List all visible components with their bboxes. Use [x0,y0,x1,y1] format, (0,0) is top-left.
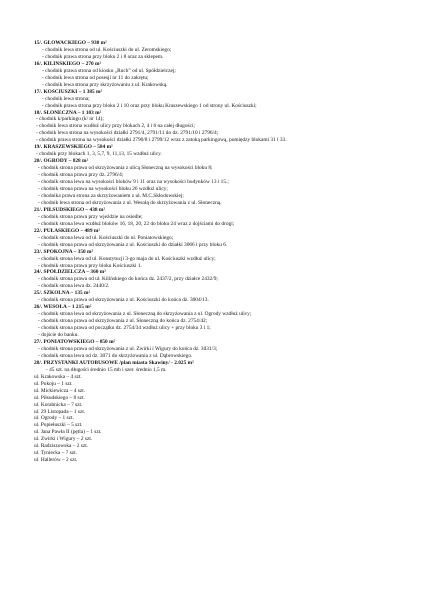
section-heading: 26/. WESOŁA – 1 215 m² [34,304,92,311]
section-heading: 24/. SPÓŁDZIELCZA – 360 m² [34,269,106,276]
section-heading: 23/. SPOKOJNA – 350 m² [34,248,94,255]
text-line: - chodnik strona lewa dz. 2440/2. [38,283,110,290]
section-heading: 16/. KILIŃSKIEGO – 270 m² [34,60,102,67]
text-line: - chodnik lewa strona na wysokości działki 2791/4, 2791/11 do dz. 2791/10 i 2796/4; [36,130,219,137]
text-line: - chodnik prawa strona od kiosku „Ruch” od ul. Spółdzielczej; [42,67,176,74]
text-line: - dojście do banku. [38,332,79,339]
text-line: - chodnik k/parkingu (k/ nr 14); [36,116,104,123]
stop-list-item: ul. Hallerów – 2 szt. [34,457,78,464]
text-line: - chodnik strona prawa przy bloku Kościuszki 1. [38,262,142,269]
text-line: - chodnik strona lewa od dz. 3071 do skrzyżowania z ul. Dąbrowskiego. [38,352,193,359]
text-line: - chodnik strona lewa na wysokości bloków 9 i 11 oraz na wysokości budynków 13 i 15.; [38,179,229,186]
text-line: - chodnik strona prawa od początku dz. 2754/34 wzdłuż ulicy + przy bloku 3 i 1; [38,325,211,332]
text-line: - chodnik lewa strona od ul. Kościuszki do ul. Żeromskiego; [42,46,172,53]
text-line: - chodnik strona lewa od ul. Kościuszki do ul. Poniatowskiego; [38,234,174,241]
text-line: - 45 szt. na długości średnio 15 mb i szer. średnio 1,5 m. [46,366,167,373]
text-line: - chodnik lewa strona od skrzyżowania z ul. Wesołą do skrzyżowania z ul. Słoneczną. [38,199,222,206]
text-line: - chodnik przy blokach 1, 3, 5,7, 9, 11,13, 15 wzdłuż ulicy. [36,151,162,158]
stop-list-item: ul. Radziszowska – 2 szt. [34,443,89,450]
stop-list-item: ul. Pokoju – 1 szt. [34,380,73,387]
text-line: - chodnik strona prawa od skrzyżowania z ul. Słoneczną do końca dz. 2754/42; [38,318,208,325]
stop-list-item: ul. Tyniecka – 7 szt. [34,450,77,457]
text-line: - chodnik lewa strona; [42,95,90,102]
text-line: - chodnik lewa strona wzdłuż ulicy przy blokach 2, 4 i 6 na całej długości; [36,123,195,130]
section-heading: 25/. SZKOLNA – 135 m² [34,290,91,297]
stop-list-item: ul. Korabnicka – 7 szt. [34,401,83,408]
document-page [34,40,406,464]
section-heading: 15/. GŁOWACKIEGO – 930 m² [34,40,107,46]
text-line: - chodnika prawa strona za skrzyżowaniem z ul. M.C.Skłodowskiej; [38,192,184,199]
stop-list-item: ul. Krakowska – 4 szt. [34,373,82,380]
text-line: - chodnik strona prawa od ul. Kilińskiego do końca dz. 2437/2, przy działce 2432/9; [38,276,218,283]
stop-list-item: ul. Jana Pawła II (pętla) – 1 szt. [34,429,102,436]
section-heading: 22/. PUŁASKIEGO – 489 m² [34,227,100,234]
section-heading: 18/. SŁONECZNA – 1 103 m² [34,109,102,116]
text-line: - chodnik strona prawa od skrzyżowania z ul. Kościuszki do końca dz. 3004/13. [38,297,209,304]
stop-list-item: ul. Żwirki i Wigury – 2 szt. [34,436,93,443]
section-heading: 19/. KRASZEWSKIEGO – 584 m² [34,144,113,151]
text-line: - chodnik strona prawa przy wjeździe na osiedle; [38,213,143,220]
text-line: - chodnik strona prawa na wysokości bloku 26 wzdłuż ulicy; [38,186,168,193]
text-line: - chodnik prawa strona przy bloku 2 i 8 oraz za sklepem. [42,53,164,60]
text-line: - chodnik strona prawa od skrzyżowania z ul. Żwirki i Wigury do końca dz. 3031/3; [38,345,218,352]
text-line: - chodnik strona lewa wzdłuż bloków 16, 18, 20, 22 do bloku 24 wraz z dojściami do drogi; [38,220,235,227]
text-line: - chodnik strona lewa od ul. Konstytucji 3-go maja do ul. Kościuszki wzdłuż ulicy; [38,255,216,262]
text-line: - chodnik lewa strona przy skrzyżowaniu z ul. Krakowską. [42,81,168,88]
text-line: - chodnik strona lewa od skrzyżowania z ul. Słoneczną do skrzyżowania z ul. Ogrody wzdłuż ulicy; [38,311,252,318]
section-heading: 20/. OGRODY – 828 m² [34,158,89,165]
stop-list-item: ul. Popiełuszki – 5 szt. [34,422,83,429]
section-heading: 21/. PIŁSUDSKIEGO – 438 m² [34,206,105,213]
stop-list-item: ul. Ogrody – 1 szt. [34,415,74,422]
section-heading: 28/. PRZYSTANKI AUTOBUSOWE /plan miasta Skawiny/ - 2.025 m² [34,359,194,366]
section-heading: 27/. PONIATOWSKIEGO – 850 m² [34,338,116,345]
section-heading: 17/. KOŚCIUSZKI – 1 385 m² [34,88,103,95]
text-line: - chodnik prawa strona na wysokości działki 2790/8 i 2799/12 wraz z zatoką parkingową, pomiędzy blokami 31 i 33. [36,137,287,144]
text-line: - chodnik strona prawa od skrzyżowania z ul. Kościuszki do działki 3066 i przy bloku 6. [38,241,228,248]
stop-list-item: ul. 29 Listopada – 1 szt. [34,408,86,415]
text-line: - chodnik prawa strona przy bloku 2 i 10 oraz przy bloku Kraszewskiego 1 od strony ul. Kościuszki; [42,102,257,109]
text-line: - chodnik strona prawa przy dz. 2796/4; [38,172,124,179]
text-line: - chodnik strona prawa od skrzyżowania z ulicą Słoneczną na wysokości bloku 8; [38,165,213,172]
stop-list-item: ul. Mickiewicza – 4 szt. [34,387,86,394]
stop-list-item: ul. Piłsudskiego – 8 szt. [34,394,85,401]
text-line: - chodnik lewa strona od posesji nr 11 do zakrętu; [42,74,149,81]
